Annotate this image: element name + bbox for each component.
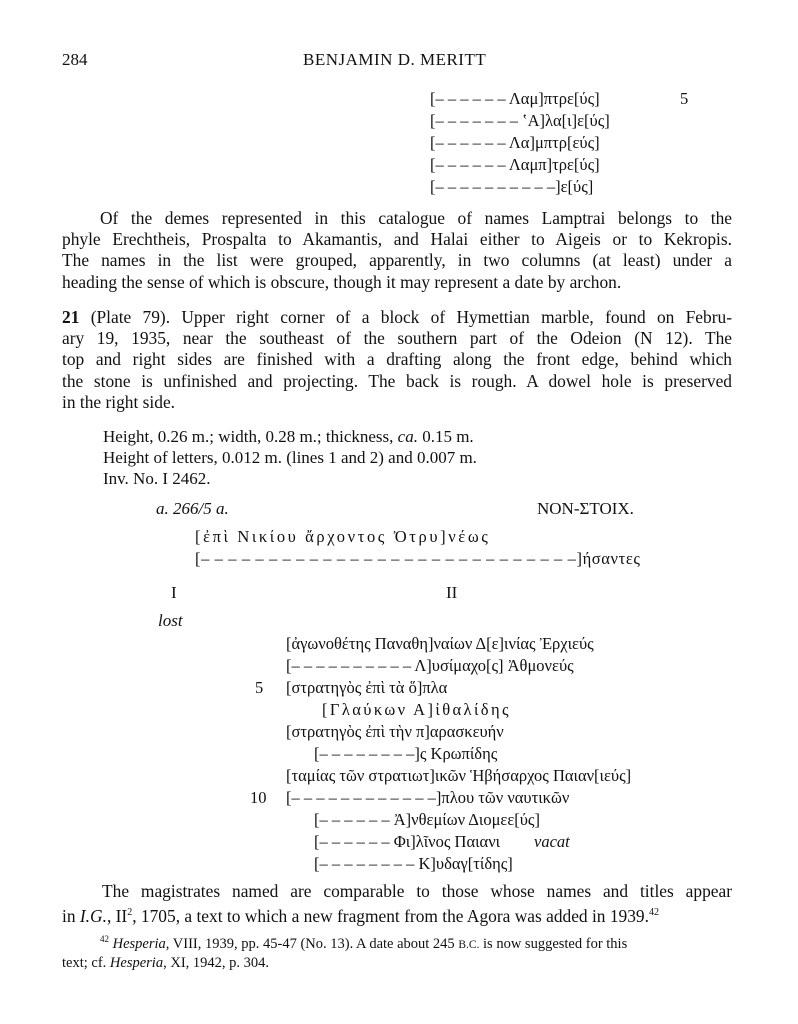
vacat-label: vacat: [534, 832, 570, 851]
entry-line: top and right sides are finished with a drafting along the front edge, behind which: [62, 349, 732, 370]
paragraph-line: heading the sense of which is obscure, though it may represent a date by archon.: [62, 271, 622, 292]
inscription-line: [– – – – – – – ʽΑ]λα[ι]ε[ύς]: [430, 111, 610, 130]
page-number: 284: [62, 50, 88, 69]
inscription-line: [– – – – – – Λαμ]πτρε[ύς]: [430, 89, 600, 108]
line-number: 5: [680, 89, 689, 108]
inscription-line: [– – – – – – Λα]μπτρ[εύς]: [430, 133, 600, 152]
inscription-line: [– – – – – – – – Κ]υδαγ[τίδης]: [314, 854, 513, 873]
column-label-ii: II: [446, 583, 458, 602]
inscription-line: [– – – – – – – – – – Λ]υσίμαχο[ς] Ἀθμονεύς: [286, 656, 574, 675]
line-number: 5: [255, 678, 264, 697]
line-number: 10: [250, 788, 267, 807]
footnote-line-2: text; cf. Hesperia, XI, 1942, p. 304.: [62, 955, 270, 971]
entry-line: ary 19, 1935, near the southeast of the southern part of the Odeion (N 12). The: [62, 328, 732, 349]
paragraph-line: The names in the list were grouped, apparently, in two columns (at least) under a: [62, 250, 732, 271]
heading-line: [– – – – – – – – – – – – – – – – – – – – – – – – – – – –]ήσαντες: [195, 549, 641, 568]
stoich-label: NON-ΣΤΟΙΧ.: [537, 499, 634, 518]
inscription-line: [Γλαύκων Α]ἰθαλίδης: [322, 700, 511, 719]
footnote-line-1: $^{42}$ Hesperia, VIII, 1939, pp. 45-47 (No. 13). A date about 245 B.C. is now suggested for this: [100, 934, 628, 952]
date-label: a. 266/5 a.: [156, 499, 229, 518]
paragraph-line: The magistrates named are comparable to those whose names and titles appear: [102, 881, 732, 901]
inscription-line: [– – – – – – Λαμπ]τρε[ύς]: [430, 155, 600, 174]
inscription-line: [ταμίας τῶν στρατιωτ]ικῶν Ἡβήσαρχος Παιαν[ιεύς]: [286, 766, 632, 785]
footnote-ref: 42: [648, 907, 659, 919]
inscription-line: [– – – – – – Ἀ]νθεμίων Διομεε[ύς]: [314, 810, 540, 829]
entry-line: the stone is unfinished and projecting. The back is rough. A dowel hole is preserved: [62, 370, 732, 391]
inscription-line: [– – – – – – – – – –]ε[ύς]: [430, 177, 594, 196]
footnote-mark: 42: [100, 934, 109, 944]
inscription-line: [ἀγωνοθέτης Παναθη]ναίων Δ[ε]ινίας Ἐρχιεύς: [286, 634, 594, 653]
entry-number: 21: [62, 307, 80, 327]
paragraph-line: in I.G., $II^2$, 1705, a text to which a new fragment from the Agora was added in 1939.42: [62, 906, 659, 926]
paragraph-line: phyle Erechtheis, Prospalta to Akamantis, and Halai either to Aigeis or to Kekropis.: [62, 229, 732, 250]
paragraph-line: Of the demes represented in this catalogue of names Lamptrai belongs to the: [100, 208, 732, 228]
inscription-line: [στρατηγὸς ἐπὶ τὰ ὅ]πλα: [286, 678, 448, 697]
column-label-i: I: [171, 583, 177, 602]
entry-21: [62, 307, 732, 413]
inscription-line: [– – – – – – Φι]λῖνος Παιανι: [314, 832, 501, 851]
measurement-line: Inv. No. I 2462.: [103, 469, 211, 488]
heading-line: [ἐπὶ Νικίου ἄρχοντος Ὀτρυ]νέως: [195, 527, 491, 546]
running-title: BENJAMIN D. MERITT: [303, 50, 487, 69]
entry-line-1: 21 (Plate 79). Upper right corner of a block of Hymettian marble, found on Febru-: [62, 307, 732, 327]
inscription-line: [– – – – – – – –]ς Κρωπίδης: [314, 744, 498, 763]
measurement-line: Height, 0.26 m.; width, 0.28 m.; thickness, ca. 0.15 m.: [103, 427, 474, 446]
paragraph-demes: [62, 208, 732, 293]
lost-label: lost: [158, 611, 183, 630]
measurement-line: Height of letters, 0.012 m. (lines 1 and 2) and 0.007 m.: [103, 448, 477, 467]
paragraph-magistrates: [62, 881, 732, 927]
inscription-line: [στρατηγὸς ἐπὶ τὴν π]αρασκευήν: [286, 722, 504, 741]
inscription-line: [– – – – – – – – – – – –]πλου τῶν ναυτικῶν: [286, 788, 570, 807]
entry-line: in the right side.: [62, 391, 176, 412]
